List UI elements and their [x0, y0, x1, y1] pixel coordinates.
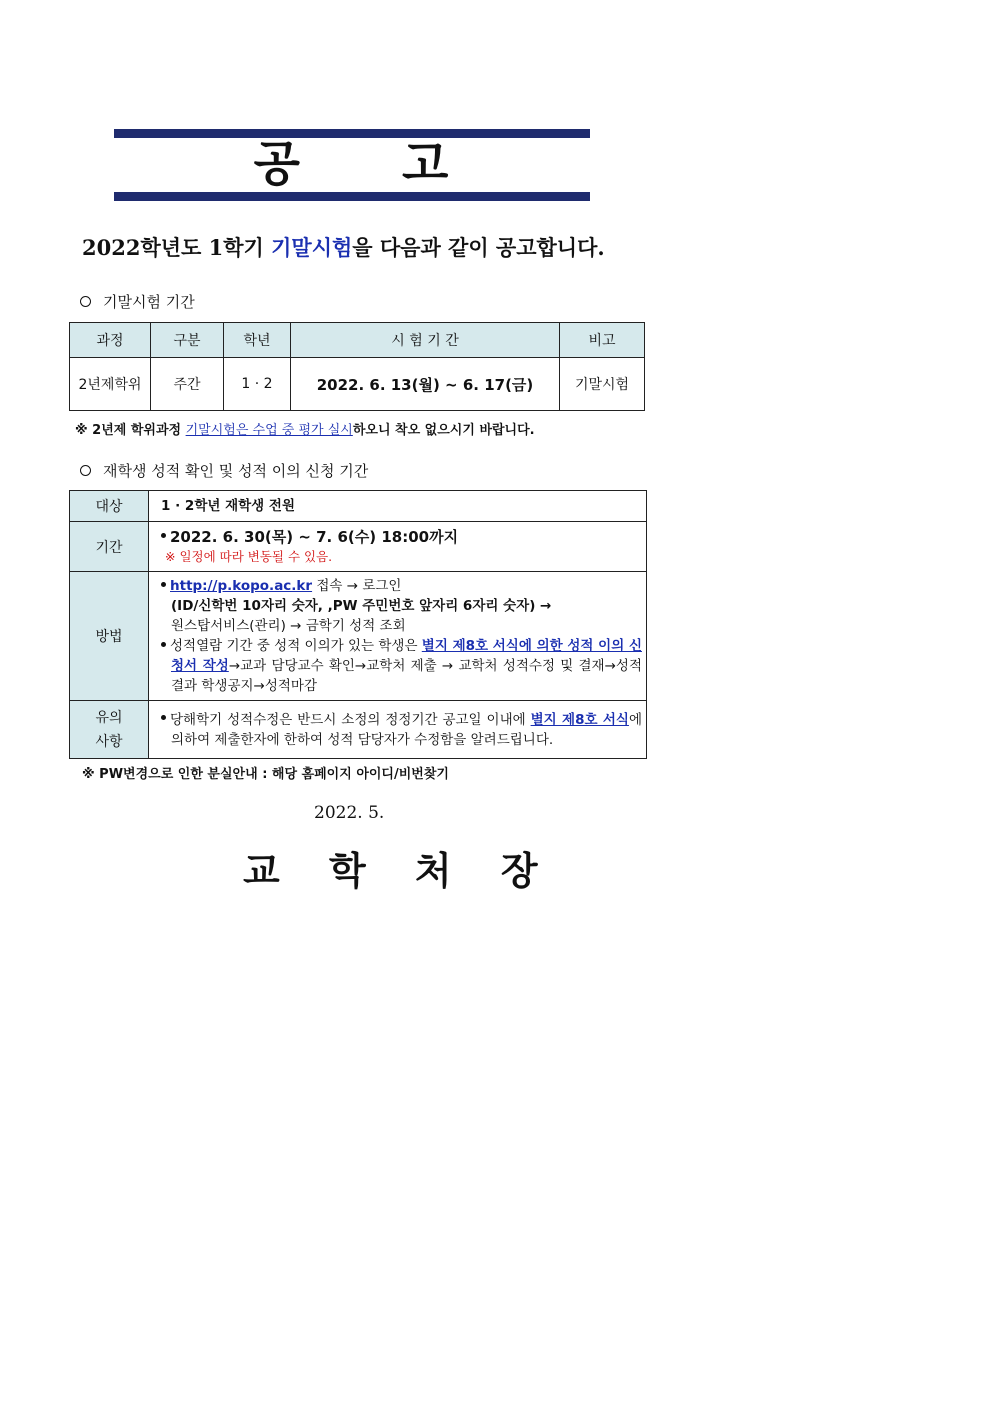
section1-note: ※ 2년제 학위과정 기말시험은 수업 중 평가 실시하오니 착오 없으시기 바랍니다.: [75, 423, 535, 438]
header-remarks: 비고: [560, 323, 645, 358]
cell-remarks: 기말시험: [560, 358, 645, 411]
intro-highlight: 기말시험: [271, 235, 353, 260]
period-note: ※ 일정에 따라 변동될 수 있음.: [165, 548, 333, 564]
label-target: 대상: [70, 491, 149, 522]
method-cell: http://p.kopo.ac.kr 접속 → 로그인 (ID/신학번 10자리 숫자, ,PW 주민번호 앞자리 6자리 숫자) → 원스탑서비스(관리) → 금학기 성적 조회 성적열람 기간 중 성적 이의가 있는 학생은 별지 제8호 서식에 의한 성적 이의 신청서 작성→교과 담당교수 확인→교학처 제출 → 교학처 성적수정 및 결재→성적결과 학생공지→성적마감: [149, 572, 647, 701]
portal-link[interactable]: http://p.kopo.ac.kr: [170, 578, 313, 594]
section2-heading: 재학생 성적 확인 및 성적 이의 신청 기간: [80, 460, 368, 481]
bullet-dot-icon: [161, 582, 166, 587]
form8-link: 별지 제8호 서식에 의한 성적 이의 신청서 작성: [171, 638, 642, 674]
intro-text: 2022학년도 1학기 기말시험을 다음과 같이 공고합니다.: [82, 235, 605, 260]
header-exam-period: 시 험 기 간: [291, 323, 560, 358]
period-cell: 2022. 6. 30(목) ~ 7. 6(수) 18:00까지 ※ 일정에 따라 변동될 수 있음.: [149, 522, 647, 572]
section1-heading: 기말시험 기간: [80, 291, 195, 312]
section2-note: ※ PW변경으로 인한 분실안내 : 해당 홈페이지 아이디/비번찾기: [82, 767, 449, 782]
cell-type: 주간: [151, 358, 224, 411]
cell-grade: 1 · 2: [224, 358, 291, 411]
method-path: 원스탑서비스(관리) → 금학기 성적 조회: [171, 618, 406, 634]
circle-bullet-icon: [80, 296, 91, 307]
banner-bottom-line: [114, 192, 590, 201]
method-login-info: (ID/신학번 10자리 숫자, ,PW 주민번호 앞자리 6자리 숫자) →: [171, 598, 552, 614]
table-row: [70, 358, 645, 411]
bullet-dot-icon: [161, 715, 166, 720]
header-course: 과정: [70, 323, 151, 358]
label-caution: 유의 사항: [70, 701, 149, 759]
label-method: 방법: [70, 572, 149, 701]
caution-cell: 당해학기 성적수정은 반드시 소정의 정정기간 공고일 이내에 별지 제8호 서식에 의하여 제출한자에 한하여 성적 담당자가 수정함을 알려드립니다.: [149, 701, 647, 759]
target-value: 1 · 2학년 재학생 전원: [149, 491, 647, 522]
bullet-dot-icon: [161, 642, 166, 647]
form8-link: 별지 제8호 서식: [530, 711, 629, 728]
header-type: 구분: [151, 323, 224, 358]
bullet-dot-icon: [161, 533, 166, 538]
cell-course: 2년제학위: [70, 358, 151, 411]
note-highlight: 기말시험은 수업 중 평가 실시: [185, 423, 353, 438]
signer-title: 교 학 처 장: [243, 849, 556, 893]
notice-title: 공 고: [253, 136, 451, 192]
exam-period-table: [69, 322, 645, 411]
label-period: 기간: [70, 522, 149, 572]
notice-date: 2022. 5.: [314, 803, 385, 823]
header-grade: 학년: [224, 323, 291, 358]
cell-exam-period: 2022. 6. 13(월) ~ 6. 17(금): [291, 358, 560, 411]
grade-check-table: [69, 490, 647, 759]
circle-bullet-icon: [80, 465, 91, 476]
